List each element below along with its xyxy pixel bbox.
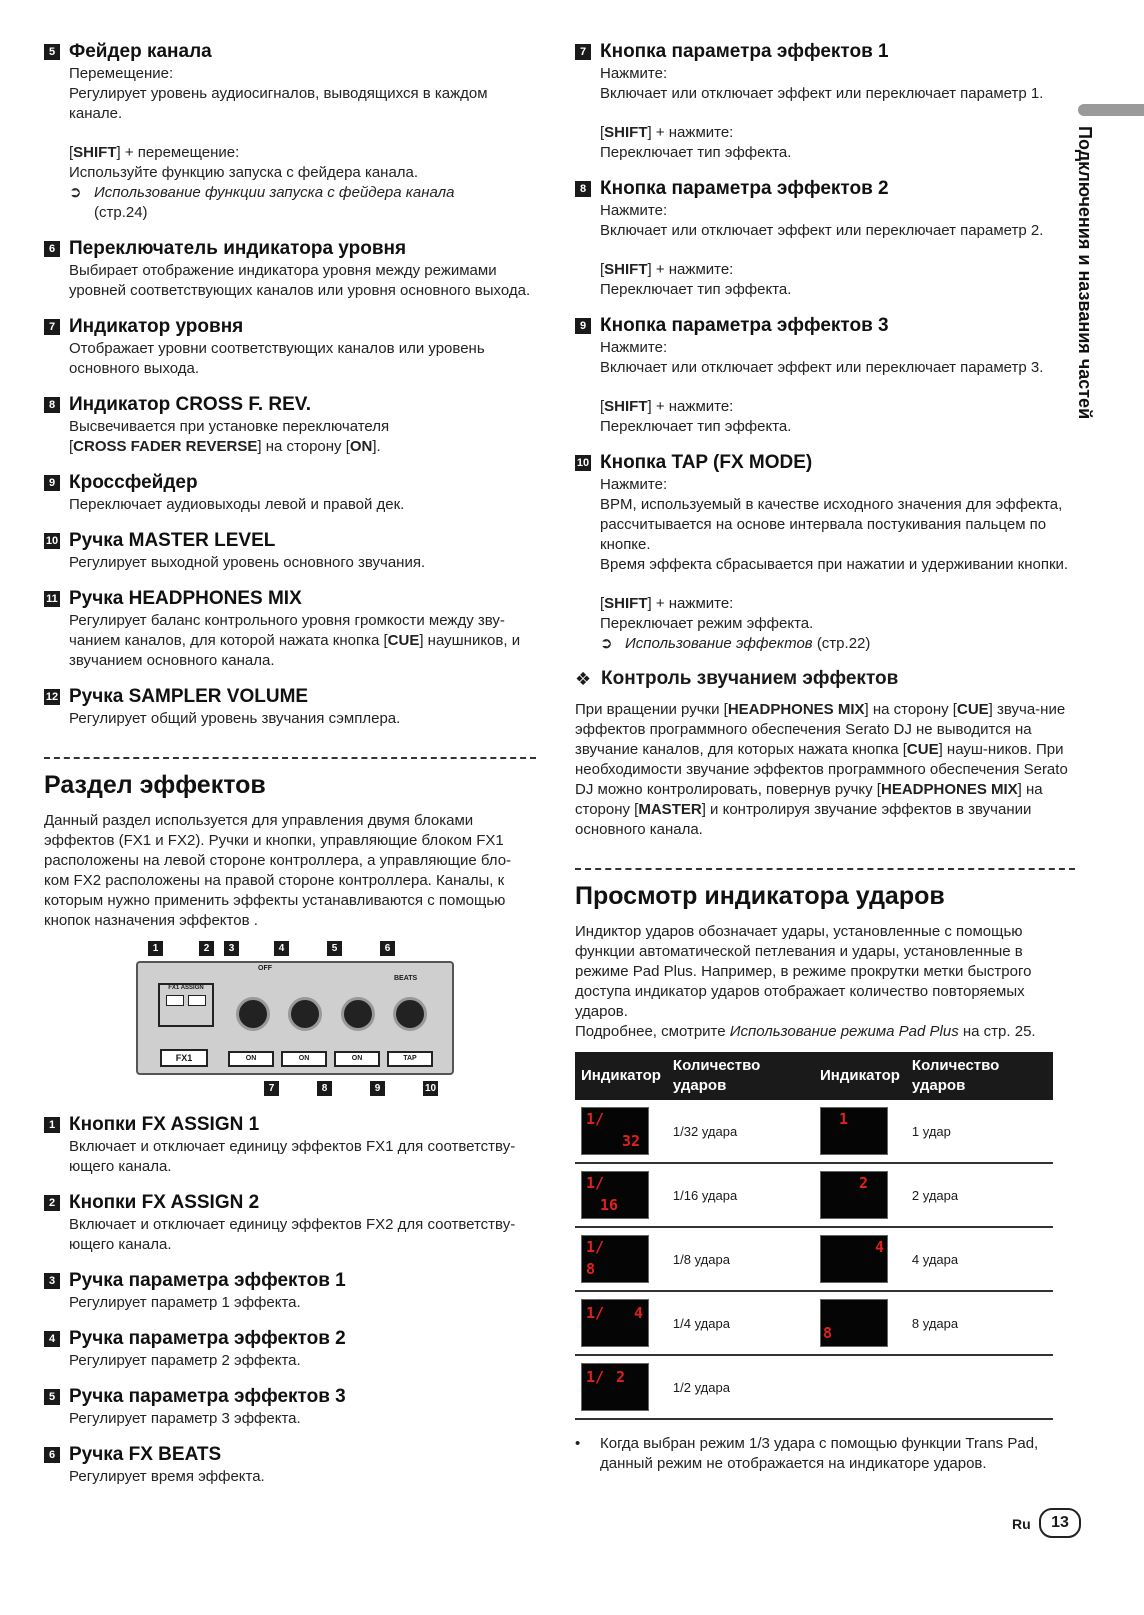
fx-button-2[interactable]: ON <box>281 1051 327 1067</box>
display-digit: 2 <box>859 1174 869 1192</box>
entry-inline: [CROSS FADER REVERSE] на сторону [ON]. <box>69 438 381 455</box>
item-number: 9 <box>575 318 591 334</box>
entry-fx-button-2 <box>575 177 1075 300</box>
entry-sampler-volume <box>44 685 536 729</box>
item-number: 6 <box>44 241 60 257</box>
left-column <box>44 40 536 1501</box>
display-digit: 1/ <box>586 1304 605 1322</box>
beat-indicator-table <box>575 1052 1053 1420</box>
shift-desc: Переключает тип эффекта. <box>600 281 792 298</box>
footer-language: Ru <box>1012 1516 1031 1532</box>
entry-channel-fader <box>44 40 536 223</box>
display-digit: 1/ <box>586 1174 605 1192</box>
table-row <box>575 1291 1053 1355</box>
bold-term: ON <box>349 438 373 455</box>
shift-line: [SHIFT] + нажмите: <box>600 595 734 612</box>
entry-text: Перемещение: <box>69 65 174 82</box>
entry-fx-param-knob-1 <box>44 1269 536 1313</box>
entry-text: Регулирует уровень аудиосигналов, выводящихся в каждом канале. <box>69 85 488 122</box>
inline-text: ] на сторону [ <box>257 438 350 455</box>
item-number: 12 <box>45 691 59 703</box>
fx1-label: FX1 <box>160 1049 208 1067</box>
shift-desc: Переключает тип эффекта. <box>600 418 792 435</box>
entry-fx-assign-2 <box>44 1191 536 1255</box>
callout-number: 5 <box>327 941 342 956</box>
callout-number: 6 <box>380 941 395 956</box>
item-number: 4 <box>44 1331 60 1347</box>
fx-button-3[interactable]: ON <box>334 1051 380 1067</box>
ref-text: Использование функции запуска с фейдера канала <box>94 184 455 201</box>
bold-term: CROSS FADER REVERSE <box>73 438 258 455</box>
entry-text: Отображает уровни соответствующих каналов или уровень основного выхода. <box>69 340 485 377</box>
diamond-icon: ❖ <box>575 668 592 689</box>
beat-display <box>581 1299 649 1347</box>
beat-display <box>820 1107 888 1155</box>
callout-number: 7 <box>264 1081 279 1096</box>
entry-text: Переключает аудиовыходы левой и правой дек. <box>69 496 405 513</box>
display-digit: 8 <box>586 1260 596 1278</box>
press-label: Нажмите: <box>600 476 668 493</box>
inline-text: на стр. 25. <box>958 1023 1036 1040</box>
entry-fx-param-knob-2 <box>44 1327 536 1371</box>
shift-line: [SHIFT] + нажмите: <box>600 261 734 278</box>
shift-line: [SHIFT] + нажмите: <box>600 398 734 415</box>
shift-line: [SHIFT] + перемещение: <box>69 144 240 161</box>
beat-display <box>820 1235 888 1283</box>
entry-title: Кнопки FX ASSIGN 2 <box>69 1192 260 1213</box>
beat-intro: Индиктор ударов обозначает удары, установленные с помощью функции автоматической петлевания и удары, установленные в режиме Pad Plus. Например, в режиме прокрутки метки быстрого доступа индикатор ударов отображает количество повторяемых ударов. <box>575 923 1032 1020</box>
arrow-icon: ➲ <box>600 635 613 652</box>
shift-key: SHIFT <box>604 124 648 141</box>
entry-title: Кроссфейдер <box>69 472 198 493</box>
display-digit: 2 <box>616 1368 626 1386</box>
beat-count: 8 удара <box>906 1291 1053 1355</box>
bullet-icon: • <box>575 1435 581 1452</box>
inline-text: ] на сторону [ <box>575 781 1043 818</box>
entry-text: Включает или отключает эффект или переключает параметр 3. <box>600 359 1044 376</box>
entry-title: Ручка HEADPHONES MIX <box>69 588 302 609</box>
entry-level-indicator <box>44 315 536 379</box>
beat-display <box>581 1235 649 1283</box>
beat-display <box>820 1171 888 1219</box>
ref-text: Использование эффектов <box>625 635 813 652</box>
item-number: 1 <box>44 1117 60 1133</box>
bold-term: HEADPHONES MIX <box>880 781 1018 798</box>
bold-term: CUE <box>387 632 420 649</box>
beat-count: 1/8 удара <box>667 1227 814 1291</box>
right-column <box>575 40 1075 1474</box>
ref-page: (стр.24) <box>94 204 148 221</box>
callout-number: 4 <box>274 941 289 956</box>
entry-fx-beats <box>44 1443 536 1487</box>
section-divider <box>44 757 536 759</box>
entry-text: Регулирует выходной уровень основного звучания. <box>69 554 426 571</box>
callout-number: 9 <box>370 1081 385 1096</box>
entry-fx-button-3 <box>575 314 1075 437</box>
callout-number: 1 <box>148 941 163 956</box>
fx-assign-button[interactable] <box>166 995 184 1006</box>
item-number: 6 <box>44 1447 60 1463</box>
section-tab-title: Подключения и названия частей <box>1075 126 1095 420</box>
callout-number: 8 <box>317 1081 332 1096</box>
inline-text: ] звуча-ние эффектов программного обеспечения Serato DJ не выводится на звучание каналов, для которых нажата кнопка [ <box>575 701 1066 758</box>
inline-text: При вращении ручки [ <box>575 701 728 718</box>
shift-action: ] + перемещение: <box>116 144 240 161</box>
item-number: 8 <box>44 397 60 413</box>
beat-display <box>581 1171 649 1219</box>
subsection-heading <box>575 668 1075 690</box>
cross-reference <box>69 183 536 223</box>
monitor-paragraph <box>575 700 1075 840</box>
entry-title: Ручка параметра эффектов 3 <box>69 1386 346 1407</box>
shift-line: [SHIFT] + нажмите: <box>600 124 734 141</box>
ref-text: Использование режима Pad Plus <box>729 1023 959 1040</box>
table-header: Индикатор <box>814 1052 906 1100</box>
shift-desc: Переключает тип эффекта. <box>600 144 792 161</box>
bold-term: CUE <box>956 701 989 718</box>
section-title: Раздел эффектов <box>44 771 266 799</box>
item-number: 11 <box>44 591 60 607</box>
cross-reference <box>600 634 1075 654</box>
entry-text: Включает и отключает единицу эффектов FX1 для соответству-ющего канала. <box>69 1138 516 1175</box>
beat-count: 2 удара <box>906 1163 1053 1227</box>
press-label: Нажмите: <box>600 65 668 82</box>
display-digit: 32 <box>622 1132 641 1150</box>
item-number: 5 <box>44 1389 60 1405</box>
shift-key: SHIFT <box>604 261 648 278</box>
entry-headphones-mix <box>44 587 536 671</box>
off-label: OFF <box>258 965 272 972</box>
fx-beats-knob[interactable] <box>393 997 427 1031</box>
shift-action: ] + нажмите: <box>647 398 734 415</box>
display-digit: 1 <box>839 1110 849 1128</box>
beat-more <box>575 1022 1075 1042</box>
entry-title: Индикатор уровня <box>69 316 244 337</box>
entry-text: Регулирует баланс контрольного уровня громкости между зву-чанием каналов, для которой нажата кнопка [CUE] наушников, и звучанием основного канала. <box>69 612 521 669</box>
bullet-note <box>575 1434 1075 1474</box>
entry-text: Регулирует параметр 2 эффекта. <box>69 1352 301 1369</box>
fx-assign-box <box>158 983 214 1027</box>
beats-label: BEATS <box>394 975 418 982</box>
callout-number: 2 <box>199 941 214 956</box>
entry-title: Кнопка параметра эффектов 2 <box>600 178 889 199</box>
fx-panel-illustration <box>136 961 454 1075</box>
entry-text: Включает и отключает единицу эффектов FX2 для соответству-ющего канала. <box>69 1216 516 1253</box>
display-digit: 4 <box>634 1304 644 1322</box>
arrow-icon: ➲ <box>69 184 82 201</box>
entry-title: Ручка SAMPLER VOLUME <box>69 686 309 707</box>
section-intro: Данный раздел используется для управления двумя блоками эффектов (FX1 и FX2). Ручки и кнопки, управляющие блоком FX1 расположены на левой стороне контроллера, а управляющие бло-ком FX2 расположены на правой стороне контроллера. Каналы, к которым нужно применить эффекты устанавливаются с помощью кнопок назначения эффектов . <box>44 812 512 929</box>
entry-crossfader <box>44 471 536 515</box>
section-title: Просмотр индикатора ударов <box>575 882 945 910</box>
ref-page: (стр.22) <box>816 635 871 652</box>
item-number: 8 <box>575 181 591 197</box>
entry-text: Регулирует параметр 3 эффекта. <box>69 1410 301 1427</box>
beat-display <box>581 1363 649 1411</box>
table-row <box>575 1227 1053 1291</box>
tap-button[interactable]: TAP <box>387 1051 433 1067</box>
entry-text: Регулирует время эффекта. <box>69 1468 265 1485</box>
display-digit: 1/ <box>586 1110 605 1128</box>
table-row <box>575 1100 1053 1163</box>
shift-desc: Используйте функцию запуска с фейдера канала. <box>69 164 419 181</box>
fx-panel-diagram <box>44 941 536 1101</box>
beat-count: 1 удар <box>906 1100 1053 1163</box>
beat-display <box>820 1299 888 1347</box>
fx-param-knob-1[interactable] <box>236 997 270 1031</box>
subsection-title: Контроль звучанием эффектов <box>601 668 899 689</box>
fx-param-knob-2[interactable] <box>288 997 322 1031</box>
entry-title: Кнопка TAP (FX MODE) <box>600 452 813 473</box>
fx-param-knob-3[interactable] <box>341 997 375 1031</box>
table-header: Индикатор <box>575 1052 667 1100</box>
section-divider <box>575 868 1075 870</box>
beat-display <box>581 1107 649 1155</box>
entry-title: Кнопки FX ASSIGN 1 <box>69 1114 260 1135</box>
shift-action: ] + нажмите: <box>647 261 734 278</box>
entry-text: Время эффекта сбрасывается при нажатии и удерживании кнопки. <box>600 556 1069 573</box>
note-text: Когда выбран режим 1/3 удара с помощью функции Trans Pad, данный режим не отображается на индикаторе ударов. <box>600 1435 1039 1472</box>
entry-text: Включает или отключает эффект или переключает параметр 1. <box>600 85 1044 102</box>
display-digit: 8 <box>823 1324 833 1342</box>
shift-action: ] + нажмите: <box>647 124 734 141</box>
inline-text: ] и контролируя звучание эффектов в звучании основного канала. <box>575 801 1032 838</box>
item-number: 7 <box>575 44 591 60</box>
entry-tap-button <box>575 451 1075 654</box>
entry-text: BPM, используемый в качестве исходного значения для эффекта, рассчитывается на основе интервала постукивания пальцем по кнопке. <box>600 496 1063 553</box>
beat-count: 4 удара <box>906 1227 1053 1291</box>
table-row <box>575 1355 1053 1419</box>
press-label: Нажмите: <box>600 202 668 219</box>
entry-title: Фейдер канала <box>69 41 212 62</box>
item-number: 10 <box>45 535 59 547</box>
beat-count: 1/32 удара <box>667 1100 814 1163</box>
item-number: 10 <box>576 457 590 469</box>
shift-key: SHIFT <box>73 144 117 161</box>
entry-fx-param-knob-3 <box>44 1385 536 1429</box>
bold-term: HEADPHONES MIX <box>727 701 865 718</box>
bold-term: MASTER <box>638 801 702 818</box>
display-digit: 16 <box>600 1196 619 1214</box>
table-header: Количество ударов <box>906 1052 1053 1100</box>
item-number: 2 <box>44 1195 60 1211</box>
display-digit: 4 <box>875 1238 885 1256</box>
shift-key: SHIFT <box>604 398 648 415</box>
entry-title: Переключатель индикатора уровня <box>69 238 407 259</box>
inline-text: ]. <box>372 438 381 455</box>
display-digit: 1/ <box>586 1238 605 1256</box>
entry-text: Выбирает отображение индикатора уровня между режимами уровней соответствующих каналов или уровня основного выхода. <box>69 262 531 299</box>
entry-text: Регулирует общий уровень звучания сэмплера. <box>69 710 401 727</box>
entry-title: Ручка параметра эффектов 1 <box>69 1270 346 1291</box>
entry-title: Индикатор CROSS F. REV. <box>69 394 311 415</box>
item-number: 5 <box>44 44 60 60</box>
press-label: Нажмите: <box>600 339 668 356</box>
beat-count: 1/2 удара <box>667 1355 814 1419</box>
entry-cross-f-rev <box>44 393 536 457</box>
entry-title: Кнопка параметра эффектов 1 <box>600 41 889 62</box>
shift-action: ] + нажмите: <box>647 595 734 612</box>
inline-text: Регулирует баланс контрольного уровня громкости между зву-чанием каналов, для которой нажата кнопка <box>69 612 505 649</box>
entry-master-level <box>44 529 536 573</box>
fx-assign-button[interactable] <box>188 995 206 1006</box>
inline-text: Подробнее, смотрите <box>575 1023 730 1040</box>
inline-text: ] науш-ников. При необходимости звучание эффектов программного обеспечения Serato DJ можно контролировать, повернув ручку [ <box>575 741 1068 798</box>
shift-key: SHIFT <box>604 595 648 612</box>
callout-number: 10 <box>424 1083 437 1094</box>
inline-text: ] наушников, и звучанием основного канала. <box>69 632 521 669</box>
item-number: 7 <box>44 319 60 335</box>
callout-number: 3 <box>224 941 239 956</box>
entry-text: Регулирует параметр 1 эффекта. <box>69 1294 301 1311</box>
beat-count: 1/16 удара <box>667 1163 814 1227</box>
display-digit: 1/ <box>586 1368 605 1386</box>
section-tab-bar <box>1078 104 1144 116</box>
item-number: 9 <box>44 475 60 491</box>
inline-text: ] на сторону [ <box>864 701 957 718</box>
entry-level-switch <box>44 237 536 301</box>
entry-title: Ручка FX BEATS <box>69 1444 222 1465</box>
entry-text: Включает или отключает эффект или переключает параметр 2. <box>600 222 1044 239</box>
item-number: 3 <box>44 1273 60 1289</box>
entry-title: Ручка параметра эффектов 2 <box>69 1328 346 1349</box>
page-number: 13 <box>1039 1508 1081 1538</box>
entry-title: Кнопка параметра эффектов 3 <box>600 315 889 336</box>
fx-button-1[interactable]: ON <box>228 1051 274 1067</box>
entry-fx-assign-1 <box>44 1113 536 1177</box>
bold-term: CUE <box>906 741 939 758</box>
fx-assign-label: FX1 ASSIGN <box>168 985 204 991</box>
entry-title: Ручка MASTER LEVEL <box>69 530 276 551</box>
table-header: Количество ударов <box>667 1052 814 1100</box>
shift-desc: Переключает режим эффекта. <box>600 615 814 632</box>
entry-text: Высвечивается при установке переключателя <box>69 418 390 435</box>
table-row <box>575 1163 1053 1227</box>
entry-fx-button-1 <box>575 40 1075 163</box>
beat-count: 1/4 удара <box>667 1291 814 1355</box>
